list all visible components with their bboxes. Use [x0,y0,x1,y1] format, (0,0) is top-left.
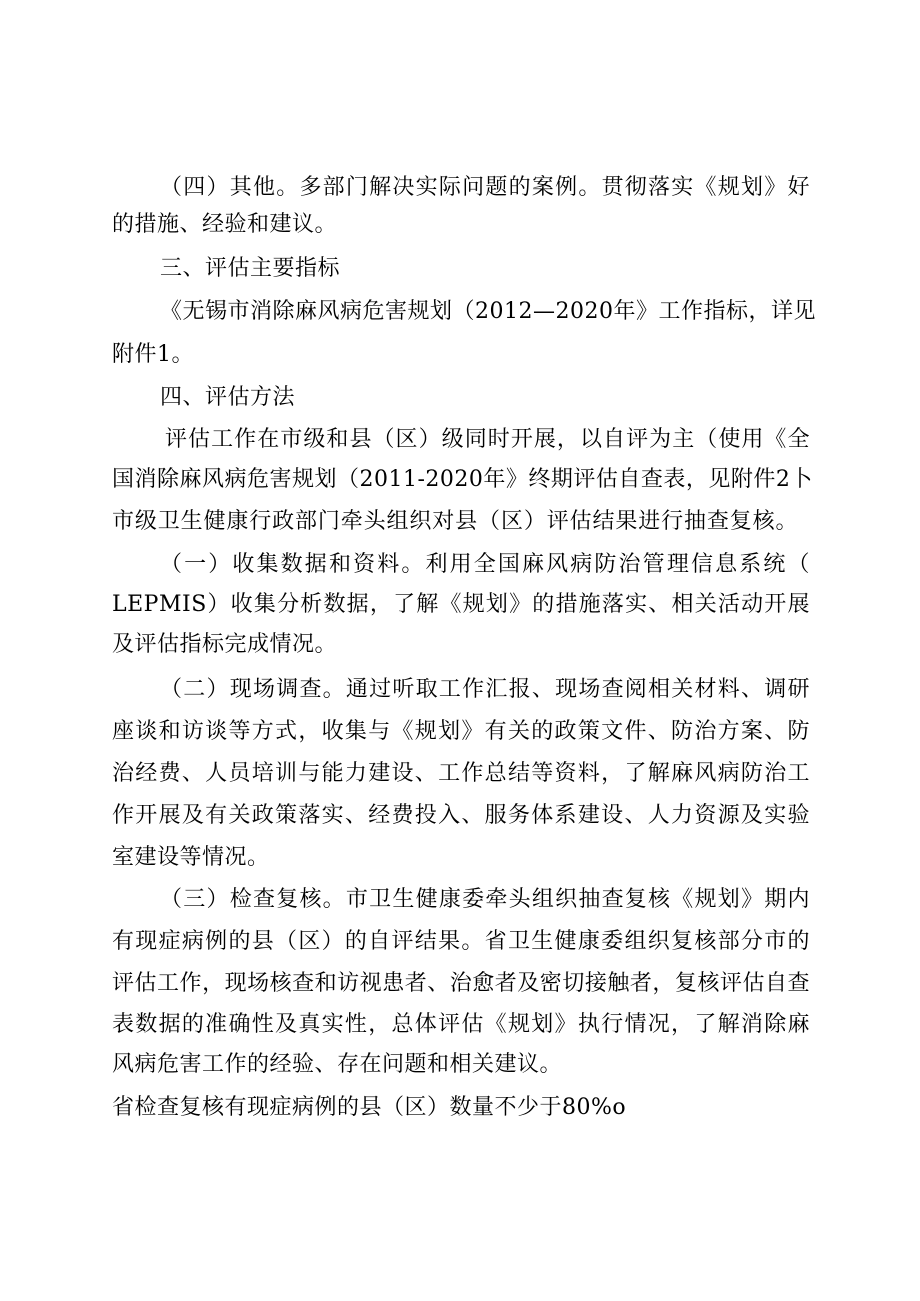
province-check-note: 省检查复核有现症病例的县（区）数量不少于80%o [112,1095,627,1120]
section-3-heading: 三、评估主要指标 [160,256,341,281]
item-3-line-5: 风病危害工作的经验、存在问题和相关建议。 [112,1052,563,1077]
item-2-line-4: 作开展及有关政策落实、经费投入、服务体系建设、人力资源及实验 [112,803,810,828]
method-line-2: 国消除麻风病危害规划（2011-2020年》终期评估自查表，见附件2卜 [112,467,813,492]
paragraph-4-line-2: 的措施、经验和建议。 [112,212,338,237]
item-2-line-3: 治经费、人员培训与能力建设、工作总结等资料，了解麻风病防治工 [112,761,810,786]
item-1-line-2: LEPMIS）收集分析数据，了解《规划》的措施落实、相关活动开展 [112,592,810,617]
item-2-line-1: （二）现场调查。通过听取工作汇报、现场查阅相关材料、调研 [160,677,810,702]
indicator-line-1: 《无锡市消除麻风病危害规划（2012—2020年》工作指标，详见 [160,299,816,324]
paragraph-4-line-1: （四）其他。多部门解决实际问题的案例。贯彻落实《规划》好 [160,175,810,200]
item-1-line-1: （一）收集数据和资料。利用全国麻风病防治管理信息系统（ [160,552,810,577]
item-3-line-4: 表数据的准确性及真实性，总体评估《规划》执行情况，了解消除麻 [112,1012,810,1037]
item-3-line-3: 评估工作，现场核查和访视患者、治愈者及密切接触者，复核评估自查 [112,971,810,996]
item-2-line-5: 室建设等情况。 [112,845,270,870]
indicator-line-2: 附件1。 [112,342,194,367]
item-3-line-1: （三）检查复核。市卫生健康委牵头组织抽查复核《规划》期内 [160,887,810,912]
section-4-heading: 四、评估方法 [160,385,296,410]
method-line-3: 市级卫生健康行政部门牵头组织对县（区）评估结果进行抽查复核。 [112,509,798,534]
item-3-line-2: 有现症病例的县（区）的自评结果。省卫生健康委组织复核部分市的 [112,929,810,954]
method-line-1: 评估工作在市级和县（区）级同时开展，以自评为主（使用《全 [165,427,810,452]
item-2-line-2: 座谈和访谈等方式，收集与《规划》有关的政策文件、防治方案、防 [112,719,810,744]
item-1-line-3: 及评估指标完成情况。 [112,632,338,657]
